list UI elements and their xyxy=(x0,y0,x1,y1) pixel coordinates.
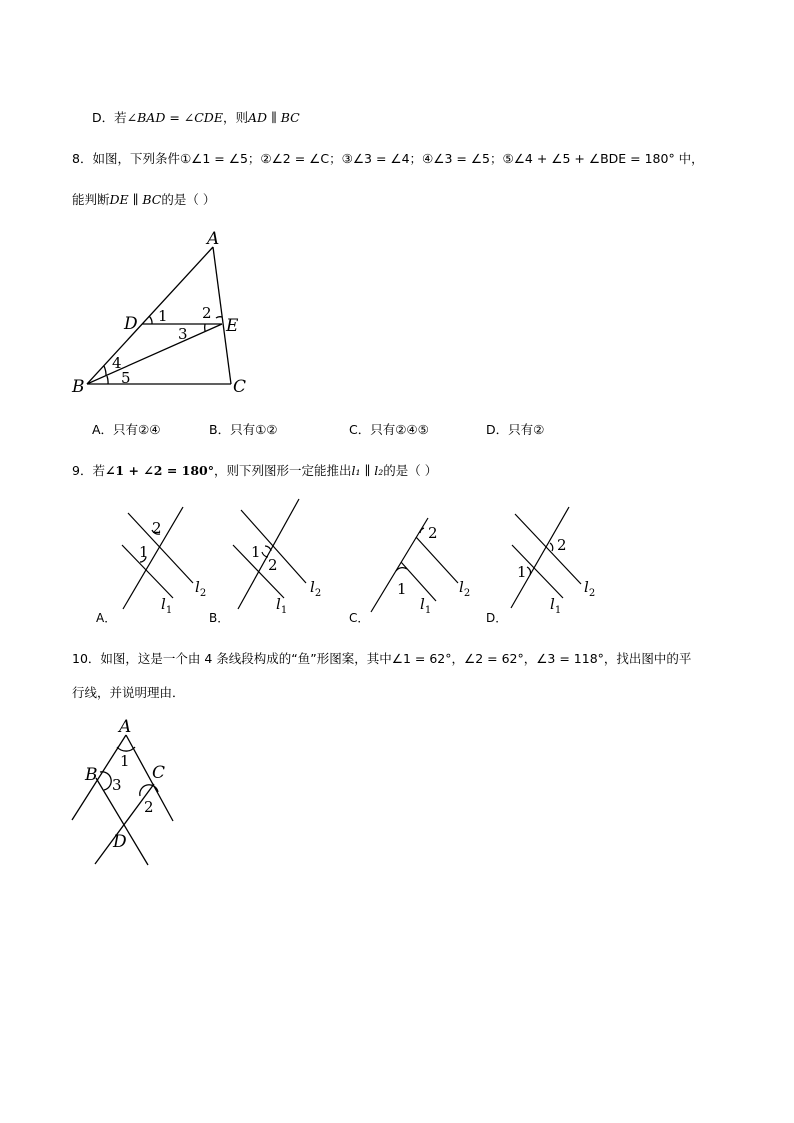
q9-stem-math2: l₁ ∥ l₂ xyxy=(351,463,384,478)
q7-option-d-prefix: D．若 xyxy=(92,110,127,125)
q9-fig-c-letter: C． xyxy=(349,611,370,625)
q7-option-d-parallel: AD ∥ BC xyxy=(247,110,300,125)
q8-option-a: A．只有②④ xyxy=(92,422,161,437)
q9-fig-c-label-l2: $l_2$ xyxy=(459,578,471,599)
q10-angle-label-2: 2 xyxy=(144,798,154,816)
q10-stem-line1: 10．如图，这是一个由 4 条线段构成的“鱼”形图案，其中∠1 = 62°，∠2 = 62°，∠3 = 118°，找出图中的平 xyxy=(72,651,692,666)
q9-fig-c-angle-2: 2 xyxy=(428,524,438,542)
q9-fig-b-label-l2: $l_2$ xyxy=(310,578,322,599)
q8-label-b: B xyxy=(72,377,85,397)
q8-stem-line2-suffix: 的是（ ） xyxy=(161,192,216,207)
q9-fig-d-label-l1: $l_1$ xyxy=(550,595,562,616)
q9-fig-c-label-l1: $l_1$ xyxy=(420,595,432,616)
q9-stem-math: ∠1 + ∠2 = 180° xyxy=(104,463,214,478)
q10-angle-label-1: 1 xyxy=(120,752,130,770)
q10-label-b: B xyxy=(85,765,98,785)
q9-fig-b-letter: B． xyxy=(209,611,230,625)
q8-option-b: B．只有①② xyxy=(209,422,278,437)
q9-fig-a-label-l2: $l_2$ xyxy=(195,578,207,599)
q10-segment-c-d xyxy=(95,784,154,864)
q9-fig-d-label-l2: $l_2$ xyxy=(584,578,596,599)
q8-angle-label-2: 2 xyxy=(202,304,212,322)
q9-fig-a-label-l1: $l_1$ xyxy=(161,595,173,616)
q9-fig-d-angle-1: 1 xyxy=(517,563,527,581)
q8-label-e: E xyxy=(226,316,239,336)
q9-fig-c-angle-1: 1 xyxy=(397,580,407,598)
q8-option-d: D．只有② xyxy=(486,422,545,437)
q9-fig-a-angle-2: 2 xyxy=(152,519,162,537)
q9-fig-d-angle-2: 2 xyxy=(557,536,567,554)
q8-stem-line2-prefix: 能判断 xyxy=(72,192,110,207)
q9-fig-b-angle-1: 1 xyxy=(251,543,261,561)
q8-angle-label-1: 1 xyxy=(158,307,168,325)
q9-stem-suffix: 的是（ ） xyxy=(383,463,438,478)
q8-option-c: C．只有②④⑤ xyxy=(349,422,429,437)
q9-stem-prefix: 9．若 xyxy=(72,463,105,478)
q9-fig-a-letter: A． xyxy=(96,611,117,625)
q8-angle-label-5: 5 xyxy=(121,369,131,387)
q10-label-d: D xyxy=(113,832,127,852)
q9-fig-b-label-l1: $l_1$ xyxy=(276,595,288,616)
q7-option-d-sep: ，则 xyxy=(222,110,248,125)
q9-fig-b-angle-2: 2 xyxy=(268,556,278,574)
q8-label-d: D xyxy=(124,314,138,334)
q9-fig-d-letter: D． xyxy=(486,611,508,625)
q8-label-a: A xyxy=(207,229,220,249)
q8-angle-label-4: 4 xyxy=(112,354,122,372)
q9-fig-a-angle-1: 1 xyxy=(139,543,149,561)
q10-label-a: A xyxy=(119,717,132,737)
q8-angle-label-3: 3 xyxy=(178,325,188,343)
q8-stem-line1: 8．如图，下列条件①∠1 = ∠5；②∠2 = ∠C；③∠3 = ∠4；④∠3 = ∠5；⑤∠4 + ∠5 + ∠BDE = 180° 中， xyxy=(72,151,704,166)
q9-stem-mid: ，则下列图形一定能推出 xyxy=(214,463,352,478)
q10-label-c: C xyxy=(152,763,166,783)
q8-label-c: C xyxy=(233,377,247,397)
q7-option-d-angle-equation: ∠BAD = ∠CDE xyxy=(126,110,223,125)
q10-stem-line2: 行线，并说明理由． xyxy=(72,685,185,700)
q8-stem-line2-math: DE ∥ BC xyxy=(109,192,162,207)
q10-angle-label-3: 3 xyxy=(112,776,122,794)
